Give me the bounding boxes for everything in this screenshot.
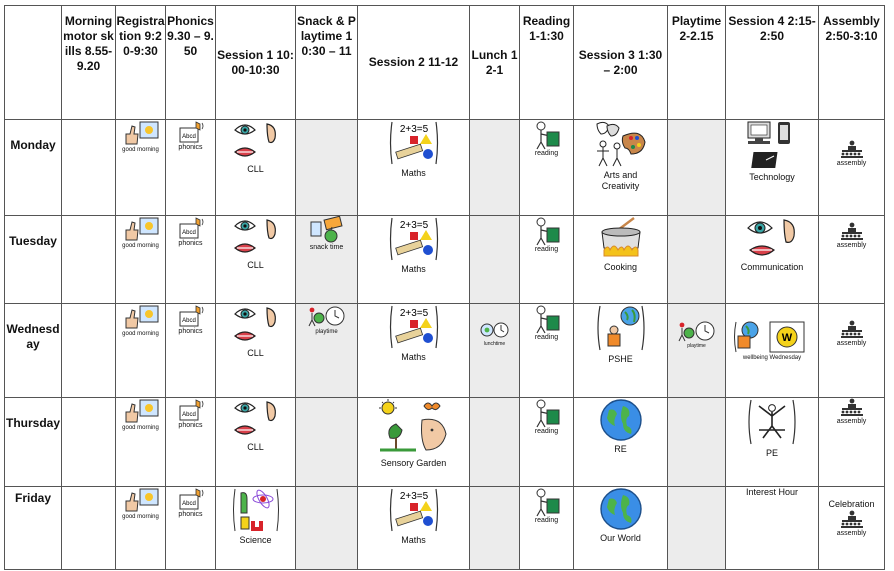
maths-icon	[388, 216, 440, 262]
header-registration: Registration 9:20-9:30	[116, 6, 166, 120]
session3-label: PSHE	[608, 354, 633, 364]
header-session2: Session 2 11-12	[358, 6, 470, 120]
lunch-cell	[470, 120, 520, 216]
session4-cell	[726, 398, 819, 487]
good-morning-label: good morning	[122, 425, 159, 431]
header-assembly: Assembly 2:50-3:10	[819, 6, 885, 120]
phonics-icon	[176, 216, 206, 240]
snack-time-icon	[307, 216, 347, 244]
assembly-label: assembly	[836, 530, 867, 537]
playtime-cell	[668, 487, 726, 570]
good-morning-icon	[122, 120, 160, 146]
maths-icon	[388, 304, 440, 350]
session2-cell	[358, 398, 470, 487]
lunch-cell	[470, 398, 520, 487]
reading-icon	[532, 487, 562, 517]
globe-icon	[599, 398, 643, 442]
assembly-label: assembly	[836, 242, 867, 249]
header-phonics: Phonics 9.30 – 9.50	[166, 6, 216, 120]
good-morning-icon	[122, 487, 160, 513]
session2-label: Maths	[401, 168, 426, 178]
good-morning-icon	[122, 216, 160, 242]
communication-icon	[744, 216, 800, 260]
header-reading: Reading 1-1:30	[520, 6, 574, 120]
assembly-label: assembly	[836, 160, 867, 167]
good-morning-label: good morning	[122, 514, 159, 520]
playtime-icon	[307, 304, 347, 328]
session4-cell	[726, 487, 819, 570]
playtime-icon	[677, 320, 717, 342]
registration-cell	[116, 216, 166, 304]
snack-cell	[296, 487, 358, 570]
day-label: Wednesday	[5, 304, 62, 398]
phonics-icon	[176, 487, 206, 511]
row-monday	[5, 120, 885, 216]
phonics-icon	[176, 304, 206, 328]
session4-label: PE	[765, 448, 778, 458]
session1-cell	[216, 216, 296, 304]
lunchtime-icon	[480, 322, 510, 340]
maths-icon	[388, 120, 440, 166]
session4-label: Interest Hour	[745, 487, 799, 497]
maths-sum-text: 2+3=5	[399, 308, 428, 319]
wellbeing-wednesday-icon	[732, 320, 812, 354]
session3-label: Cooking	[603, 262, 638, 272]
snack-time-label: snack time	[309, 244, 344, 251]
reading-label: reading	[534, 428, 559, 435]
arts-and-creativity-icon	[593, 120, 649, 168]
maths-icon	[388, 487, 440, 533]
cll-icon	[231, 398, 281, 440]
assembly-cell	[819, 120, 885, 216]
phonics-cell	[166, 398, 216, 487]
pe-icon	[745, 398, 799, 446]
row-wednesday	[5, 304, 885, 398]
motor-cell	[62, 216, 116, 304]
maths-sum-text: 2+3=5	[399, 491, 428, 502]
session2-label: Maths	[401, 535, 426, 545]
session1-label: CLL	[247, 442, 264, 452]
reading-cell	[520, 304, 574, 398]
lunchtime-label: lunchtime	[483, 341, 506, 347]
lunch-cell	[470, 304, 520, 398]
maths-sum-text: 2+3=5	[399, 124, 428, 135]
technology-icon	[744, 120, 800, 170]
assembly-icon	[839, 222, 865, 242]
session3-label: RE	[614, 444, 627, 454]
reading-icon	[532, 398, 562, 428]
phonics-icon-text: Abcd	[181, 318, 196, 324]
phonics-cell	[166, 304, 216, 398]
assembly-icon	[839, 510, 865, 530]
playtime-cell	[668, 398, 726, 487]
reading-cell	[520, 120, 574, 216]
session4-cell	[726, 304, 819, 398]
assembly-label: assembly	[836, 418, 867, 425]
snack-cell	[296, 398, 358, 487]
phonics-icon-text: Abcd	[181, 501, 196, 507]
header-snack: Snack & Playtime 10:30 – 11	[296, 6, 358, 120]
session3-cell	[574, 487, 668, 570]
cooking-icon	[596, 216, 646, 260]
good-morning-icon	[122, 304, 160, 330]
row-thursday	[5, 398, 885, 487]
snack-cell	[296, 120, 358, 216]
playtime-cell	[668, 216, 726, 304]
playtime-cell	[668, 120, 726, 216]
row-friday	[5, 487, 885, 570]
phonics-icon	[176, 120, 206, 144]
phonics-label: phonics	[178, 511, 203, 518]
session1-cell	[216, 398, 296, 487]
row-tuesday	[5, 216, 885, 304]
lunch-cell	[470, 216, 520, 304]
session2-cell	[358, 120, 470, 216]
session4-label: wellbeing Wednesday	[742, 355, 802, 361]
day-label: Monday	[5, 120, 62, 216]
session2-label: Maths	[401, 264, 426, 274]
session2-label: Maths	[401, 352, 426, 362]
playtime-label: playtime	[687, 343, 706, 349]
assembly-cell	[819, 487, 885, 570]
phonics-icon-text: Abcd	[181, 412, 196, 418]
session3-cell	[574, 216, 668, 304]
assembly-icon	[839, 320, 865, 340]
timetable	[4, 5, 885, 570]
motor-cell	[62, 120, 116, 216]
reading-icon	[532, 216, 562, 246]
assembly-cell	[819, 304, 885, 398]
session2-cell	[358, 487, 470, 570]
phonics-cell	[166, 487, 216, 570]
reading-icon	[532, 120, 562, 150]
phonics-cell	[166, 120, 216, 216]
reading-cell	[520, 216, 574, 304]
header-session3: Session 3 1:30 – 2:00	[574, 6, 668, 120]
header-session1: Session 1 10:00-10:30	[216, 6, 296, 120]
playtime-cell	[668, 304, 726, 398]
day-label: Friday	[5, 487, 62, 570]
reading-label: reading	[534, 150, 559, 157]
cll-icon	[231, 120, 281, 162]
session4-label: Technology	[749, 172, 795, 182]
reading-cell	[520, 398, 574, 487]
sensory-garden-icon	[376, 398, 452, 456]
registration-cell	[116, 487, 166, 570]
header-session4: Session 4 2:15-2:50	[726, 6, 819, 120]
session3-label: Arts and Creativity	[601, 170, 640, 191]
session1-label: CLL	[247, 260, 264, 270]
session4-cell	[726, 120, 819, 216]
lunch-cell	[470, 487, 520, 570]
phonics-icon-text: Abcd	[181, 230, 196, 236]
reading-label: reading	[534, 334, 559, 341]
phonics-cell	[166, 216, 216, 304]
day-label: Thursday	[5, 398, 62, 487]
session1-cell	[216, 304, 296, 398]
good-morning-label: good morning	[122, 331, 159, 337]
motor-cell	[62, 487, 116, 570]
session1-label: CLL	[247, 348, 264, 358]
session3-cell	[574, 120, 668, 216]
assembly-icon	[839, 398, 865, 418]
session4-label: Communication	[740, 262, 804, 272]
good-morning-label: good morning	[122, 243, 159, 249]
day-label: Tuesday	[5, 216, 62, 304]
assembly-icon	[839, 140, 865, 160]
session1-label: CLL	[247, 164, 264, 174]
header-row	[5, 6, 885, 120]
w-letter: W	[781, 332, 793, 344]
registration-cell	[116, 304, 166, 398]
session2-cell	[358, 304, 470, 398]
session3-cell	[574, 398, 668, 487]
session1-label: Science	[239, 535, 272, 545]
header-playtime: Playtime 2-2.15	[668, 6, 726, 120]
pshe-icon	[594, 304, 648, 352]
session3-cell	[574, 304, 668, 398]
motor-cell	[62, 398, 116, 487]
phonics-icon-text: Abcd	[181, 134, 196, 140]
motor-cell	[62, 304, 116, 398]
science-icon	[231, 487, 281, 533]
reading-icon	[532, 304, 562, 334]
good-morning-icon	[122, 398, 160, 424]
reading-label: reading	[534, 517, 559, 524]
session1-cell	[216, 487, 296, 570]
corner-cell	[5, 6, 62, 120]
session4-cell	[726, 216, 819, 304]
phonics-label: phonics	[178, 328, 203, 335]
reading-label: reading	[534, 246, 559, 253]
cll-icon	[231, 304, 281, 346]
cll-icon	[231, 216, 281, 258]
session2-label: Sensory Garden	[380, 458, 447, 468]
header-morning-motor: Morning motor skills 8.55-9.20	[62, 6, 116, 120]
snack-cell	[296, 216, 358, 304]
assembly-cell	[819, 398, 885, 487]
globe-icon	[599, 487, 643, 531]
playtime-label: playtime	[315, 329, 338, 335]
session2-cell	[358, 216, 470, 304]
phonics-label: phonics	[178, 240, 203, 247]
maths-sum-text: 2+3=5	[399, 220, 428, 231]
session1-cell	[216, 120, 296, 216]
session3-label: Our World	[600, 533, 641, 543]
good-morning-label: good morning	[122, 147, 159, 153]
phonics-label: phonics	[178, 144, 203, 151]
phonics-icon	[176, 398, 206, 422]
snack-cell	[296, 304, 358, 398]
phonics-label: phonics	[178, 422, 203, 429]
celebration-label: Celebration	[828, 499, 875, 509]
header-lunch: Lunch 12-1	[470, 6, 520, 120]
assembly-cell	[819, 216, 885, 304]
registration-cell	[116, 398, 166, 487]
assembly-label: assembly	[836, 340, 867, 347]
reading-cell	[520, 487, 574, 570]
registration-cell	[116, 120, 166, 216]
